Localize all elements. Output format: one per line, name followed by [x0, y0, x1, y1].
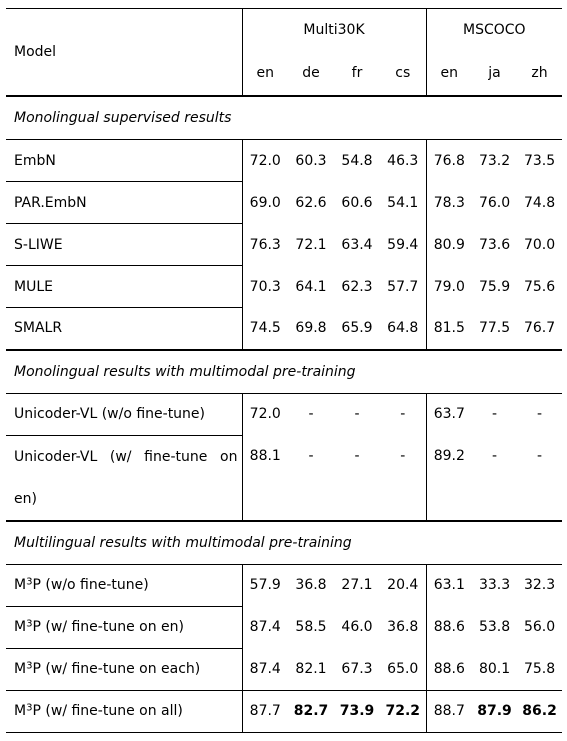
model-superscript: 3 — [26, 660, 33, 672]
value-cell: 87.4 — [242, 606, 288, 648]
value-cell: 57.9 — [242, 564, 288, 606]
value-cell: 27.1 — [334, 564, 380, 606]
table-row — [6, 648, 562, 690]
section-title: Multilingual results with multimodal pre-training — [6, 521, 562, 565]
value-cell: 88.6 — [426, 606, 472, 648]
value-cell: - — [537, 448, 543, 464]
table-row — [6, 308, 562, 350]
value-cell: 64.1 — [295, 278, 327, 295]
table-row — [6, 224, 562, 266]
value-cell: 76.8 — [426, 140, 472, 182]
value-cell: 65.9 — [341, 320, 373, 336]
lang-header: zh — [531, 65, 548, 81]
value-cell: 57.7 — [387, 278, 419, 295]
table-row — [6, 140, 562, 182]
value-cell: 87.4 — [242, 648, 288, 690]
value-cell: 63.1 — [426, 564, 472, 606]
model-suffix: P (w/ fine-tune on all) — [32, 703, 183, 719]
model-name — [6, 564, 242, 606]
value-cell: 58.5 — [295, 619, 327, 635]
section-title: Monolingual supervised results — [6, 96, 562, 140]
lang-header: en — [426, 51, 472, 96]
value-cell: 64.8 — [387, 320, 419, 336]
value-cell: - — [517, 393, 562, 435]
table-row — [6, 435, 562, 521]
value-cell: 54.8 — [334, 140, 380, 182]
model-suffix: P (w/ fine-tune on en) — [32, 619, 184, 635]
model-name: S-LIWE — [6, 224, 242, 266]
value-cell: 60.3 — [288, 140, 334, 182]
model-name — [6, 690, 242, 732]
value-cell: 20.4 — [380, 564, 426, 606]
model-name: MULE — [6, 266, 242, 308]
value-cell: 72.0 — [242, 393, 288, 435]
value-cell: - — [334, 393, 380, 435]
value-cell-best: 87.9 — [472, 690, 517, 732]
value-cell: 89.2 — [426, 435, 472, 521]
section-row — [6, 521, 562, 565]
value-cell: 46.3 — [380, 140, 426, 182]
results-table — [6, 8, 562, 733]
table-row — [6, 393, 562, 435]
value-cell: 62.3 — [341, 278, 373, 295]
value-cell: 70.3 — [242, 266, 288, 308]
model-name: Unicoder-VL (w/o fine-tune) — [6, 393, 242, 435]
value-cell: - — [380, 393, 426, 435]
model-name: PAR.EmbN — [6, 182, 242, 224]
value-cell-best: 72.2 — [380, 690, 426, 732]
table-row — [6, 182, 562, 224]
value-cell: 87.7 — [242, 690, 288, 732]
lang-header: ja — [488, 65, 501, 81]
value-cell: - — [472, 393, 517, 435]
value-cell: - — [492, 448, 498, 464]
table-row — [6, 266, 562, 308]
model-name: EmbN — [6, 140, 242, 182]
value-cell: 59.4 — [387, 236, 419, 253]
value-cell: 78.3 — [426, 182, 472, 224]
model-superscript: 3 — [26, 576, 33, 588]
lang-header: fr — [351, 65, 363, 81]
value-cell: 69.0 — [242, 182, 288, 224]
value-cell: - — [400, 448, 406, 464]
model-name — [6, 435, 242, 521]
value-cell: 72.0 — [242, 140, 288, 182]
model-name-line2: en) — [14, 490, 37, 507]
value-cell: 36.8 — [288, 564, 334, 606]
value-cell: - — [288, 393, 334, 435]
lang-header: cs — [395, 65, 411, 81]
model-name — [6, 606, 242, 648]
group-header-multi30k: Multi30K — [242, 9, 426, 52]
value-cell: 82.1 — [295, 660, 327, 677]
value-cell: 75.9 — [478, 278, 511, 295]
model-prefix: M — [14, 619, 27, 635]
table-row — [6, 606, 562, 648]
value-cell: 81.5 — [426, 308, 472, 350]
value-cell: 70.0 — [523, 236, 556, 253]
value-cell: 53.8 — [478, 619, 511, 635]
value-cell: 33.3 — [472, 564, 517, 606]
lang-header: en — [242, 51, 288, 96]
model-name-line1: Unicoder-VL (w/ fine-tune on — [14, 448, 238, 465]
value-cell: 76.3 — [242, 224, 288, 266]
lang-header: de — [302, 65, 320, 81]
value-cell: 72.1 — [295, 236, 327, 253]
value-cell: 63.7 — [426, 393, 472, 435]
group-header-mscoco: MSCOCO — [426, 9, 562, 52]
value-cell: 80.1 — [478, 660, 511, 677]
value-cell: 73.6 — [478, 236, 511, 253]
value-cell: 32.3 — [517, 564, 562, 606]
value-cell: 88.6 — [426, 648, 472, 690]
model-prefix: M — [14, 661, 27, 677]
value-cell: - — [308, 448, 314, 464]
model-column-header: Model — [6, 9, 242, 97]
table-row — [6, 564, 562, 606]
table-row — [6, 690, 562, 732]
value-cell: 74.8 — [523, 194, 556, 211]
model-superscript: 3 — [26, 618, 33, 630]
model-name: SMALR — [6, 308, 242, 350]
value-cell: 54.1 — [387, 194, 419, 211]
value-cell: 63.4 — [341, 236, 373, 253]
value-cell-best: 73.9 — [334, 690, 380, 732]
value-cell-best: 86.2 — [517, 690, 562, 732]
value-cell: 76.7 — [523, 320, 556, 336]
value-cell: 88.7 — [426, 690, 472, 732]
model-suffix: P (w/ fine-tune on each) — [32, 661, 201, 677]
value-cell: 69.8 — [295, 320, 327, 336]
value-cell-best: 82.7 — [288, 690, 334, 732]
section-title: Monolingual results with multimodal pre-training — [6, 350, 562, 394]
value-cell: 80.9 — [426, 224, 472, 266]
model-superscript: 3 — [26, 702, 33, 714]
value-cell: 79.0 — [426, 266, 472, 308]
section-row — [6, 350, 562, 394]
value-cell: 62.6 — [295, 194, 327, 211]
value-cell: 73.5 — [517, 140, 562, 182]
value-cell: 77.5 — [478, 320, 511, 336]
value-cell: 75.6 — [523, 278, 556, 295]
value-cell: 36.8 — [387, 619, 419, 635]
value-cell: 67.3 — [341, 660, 373, 677]
header-row-groups — [6, 9, 562, 52]
value-cell: 75.8 — [523, 660, 556, 677]
value-cell: 46.0 — [341, 619, 373, 635]
value-cell: 65.0 — [387, 660, 419, 677]
value-cell: - — [354, 448, 360, 464]
value-cell: 60.6 — [341, 194, 373, 211]
value-cell: 56.0 — [523, 619, 556, 635]
model-prefix: M — [14, 703, 27, 719]
section-row — [6, 96, 562, 140]
value-cell: 88.1 — [242, 435, 288, 521]
value-cell: 76.0 — [478, 194, 511, 211]
model-name — [6, 648, 242, 690]
model-prefix: M — [14, 577, 27, 593]
model-suffix: P (w/o fine-tune) — [32, 577, 149, 593]
value-cell: 74.5 — [242, 308, 288, 350]
value-cell: 73.2 — [472, 140, 517, 182]
